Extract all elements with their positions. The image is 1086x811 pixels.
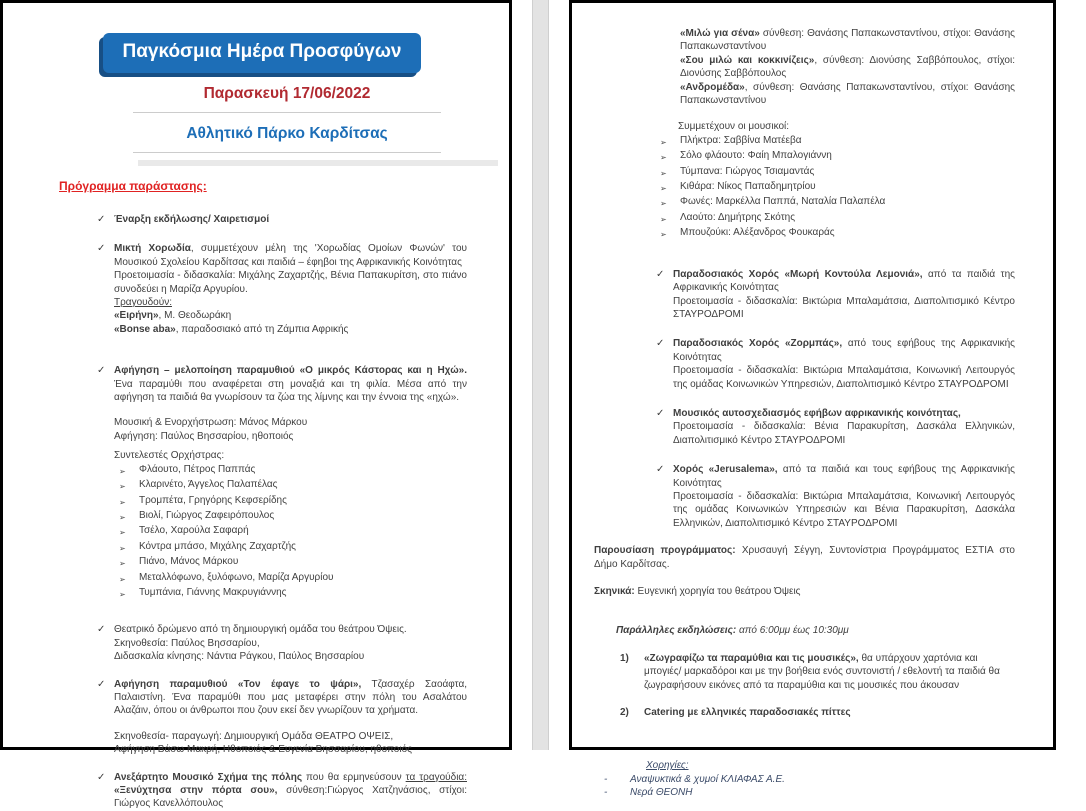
title-rows bbox=[133, 73, 441, 153]
arrow-icon: ➢ bbox=[119, 528, 126, 538]
arrow-icon: ➢ bbox=[660, 199, 667, 209]
movement-credit-line: Διδασκαλία κίνησης: Νάντια Ράγκου, Παύλος Βησσαρίου bbox=[114, 651, 365, 663]
dash-icon: - bbox=[604, 773, 608, 785]
dash-icon: - bbox=[604, 787, 608, 799]
spacer bbox=[59, 226, 467, 242]
musician: ➢ Πλήκτρα: Σαββίνα Ματέεβα bbox=[660, 134, 1015, 149]
event-title: Παγκόσμια Ημέρα Προσφύγων bbox=[122, 41, 402, 62]
spacer bbox=[59, 336, 467, 364]
musician: ➢ Τύμπανα: Γιώργος Τσιαμαντάς bbox=[660, 165, 1015, 180]
spacer bbox=[594, 321, 1015, 337]
spacer bbox=[594, 692, 1015, 706]
check-icon: ✓ bbox=[656, 464, 665, 476]
arrow-icon: ➢ bbox=[119, 589, 126, 599]
check-icon: ✓ bbox=[97, 214, 106, 225]
arrow-icon: ➢ bbox=[119, 559, 126, 569]
check-icon: ✓ bbox=[97, 365, 106, 377]
check-icon: ✓ bbox=[97, 678, 106, 690]
orchestra-member: ➢ Πιάνο, Μάνος Μάρκου bbox=[119, 555, 467, 570]
arrow-icon: ➢ bbox=[119, 543, 126, 553]
direction-credit-line: Σκηνοθεσία: Παύλος Βησσαρίου, bbox=[114, 637, 260, 649]
spacer bbox=[594, 530, 1015, 544]
check-icon: ✓ bbox=[656, 407, 665, 419]
sponsor-item: - Νερά ΘΕΟΝΗ bbox=[604, 787, 693, 799]
item-text: Θεατρικό δρώμενο από τη δημιουργική ομάδα του θεάτρου Όψεις. bbox=[114, 624, 407, 636]
orchestra-member: ➢ Κλαρινέτο, Άγγελος Παλαπέλας bbox=[119, 478, 467, 493]
program-items bbox=[59, 213, 467, 811]
item-text: Μουσικός αυτοσχεδιασμός εφήβων αφρικανικής κοινότητας, bbox=[673, 407, 961, 419]
numbered-item-catering bbox=[620, 706, 1015, 719]
check-icon: ✓ bbox=[97, 243, 106, 255]
scenery-line: Σκηνικά: Ευγενική χορηγία του θεάτρου Όψεις bbox=[594, 586, 801, 597]
song-line: «Ειρήνη», Μ. Θεοδωράκη bbox=[114, 310, 232, 322]
sponsor-item: - Αναψυκτικά & χυμοί ΚΛΙΑΦΑΣ Α.Ε. bbox=[604, 773, 785, 785]
preparation-line: Προετοιμασία - διδασκαλία: Βένια Παρακυρίτση, Δασκάλα Ελληνικών, Διαπολιτισμικό Κέντρο ΣΤΑΥΡΟΔΡΟΜΙ bbox=[673, 421, 1015, 446]
preparation-line: Προετοιμασία - διδασκαλία: Μιχάλης Ζαχαρτζής, Βένια Παπακυρίτση, στο πιάνο συνοδεύει η Μαρίζα Αργυρίου. bbox=[114, 270, 467, 295]
music-credit-line: Μουσική & Ενορχήστρωση: Μάνος Μάρκου bbox=[114, 417, 308, 429]
title-banner bbox=[103, 33, 421, 73]
item-text: Αφήγηση παραμυθιού «Τον έφαγε το ψάρι», Τζασαχέρ Σαοάφτα, Παλαιστίνη. Ένα παραμύθι που μας μεταφέρει στην πόλη του Ασαλάτου Αλαζάιν, όπου οι άνθρωποι που ζουν εκεί δεν γνωρίζουν τα χρήματα. bbox=[114, 678, 468, 717]
check-icon: ✓ bbox=[97, 771, 106, 783]
spacer bbox=[594, 719, 1015, 759]
check-icon: ✓ bbox=[97, 624, 106, 636]
item-text: Αφήγηση – μελοποίηση παραμυθιού «Ο μικρός Κάστορας και η Ηχώ». Ένα παραμύθι που αναφέρεται στη μοναξιά και τη φιλία. Μέσα από την αφήγηση τα παιδιά θα γνωρίσουν τα ζώα της λίμνης και την έννοια της «ηχώ». bbox=[114, 365, 467, 404]
spacer bbox=[114, 404, 467, 416]
arrow-icon: ➢ bbox=[119, 512, 126, 522]
page-divider-bar bbox=[532, 0, 549, 750]
item-text: Παραδοσιακός Χορός «Ζορμπάς», από τους εφήβους της Αφρικανικής Κοινότητας bbox=[673, 338, 1015, 363]
spacer bbox=[594, 598, 1015, 624]
preparation-line: Προετοιμασία - διδασκαλία: Βικτώρια Μπαλαμάτσια, Κοινωνική Λειτουργός της ομάδας Κοινωνικών Υπηρεσιών και Βένια Παρακυρίτση, Δασκάλα Ελληνικών, Διαπολιτισμικό Κέντρο ΣΤΑΥΡΟΔΡΟΜΙ bbox=[673, 490, 1015, 529]
musician: ➢ Λαούτο: Δημήτρης Σκότης bbox=[660, 211, 1015, 226]
arrow-icon: ➢ bbox=[119, 482, 126, 492]
spacer bbox=[594, 447, 1015, 463]
table-border-bar bbox=[138, 160, 498, 166]
sponsors-heading: Χορηγίες: bbox=[646, 760, 689, 772]
program-item-improvisation bbox=[594, 407, 1015, 447]
song-line: «Σου μιλώ και κοκκινίζεις», σύνθεση: Διονύσης Σαββόπουλος, στίχοι: Διονύσης Σαββόπουλος bbox=[680, 54, 1015, 80]
presentation-line: Παρουσίαση προγράμματος: Χρυσαυγή Σέγγη, Συντονίστρια Προγράμματος ΕΣΤΙΑ στο Δήμο Καρδίτσας. bbox=[594, 545, 1015, 570]
orchestra-list bbox=[114, 463, 467, 602]
program-item-dance-zorbas bbox=[594, 337, 1015, 391]
arrow-icon: ➢ bbox=[660, 137, 667, 147]
item-text: Μικτή Χορωδία, συμμετέχουν μέλη της 'Χορωδίας Ομοίων Φωνών' του Μουσικού Σχολείου Καρδίτσας και παιδιά – έφηβοι της Αφρικανικής Κοινότητας bbox=[114, 243, 467, 268]
page-2 bbox=[569, 0, 1056, 799]
program-item-opening bbox=[59, 213, 467, 226]
production-credit-line: Σκηνοθεσία- παραγωγή: Δημιουργική Ομάδα ΘΕΑΤΡΟ ΟΨΕΙΣ, bbox=[114, 730, 394, 742]
arrow-icon: ➢ bbox=[119, 497, 126, 507]
orchestra-member: ➢ Μεταλλόφωνο, ξυλόφωνο, Μαρίζα Αργυρίου bbox=[119, 571, 467, 586]
arrow-icon: ➢ bbox=[119, 466, 126, 476]
event-date: Παρασκευή 17/06/2022 bbox=[133, 73, 441, 113]
orchestra-member: ➢ Κόντρα μπάσο, Μιχάλης Ζαχαρτζής bbox=[119, 540, 467, 555]
arrow-icon: ➢ bbox=[660, 153, 667, 163]
item-text: «Ζωγραφίζω τα παραμύθια και τις μουσικές», θα υπάρχουν χαρτόνια και μπογιές/ μαρκαδόροι και με την βοήθεια ενός συντονιστή / εθελοντή τα παιδιά θα ζωγραφήσουν εικόνες από τα παραμύθια και τις μουσικές που άκουσαν bbox=[644, 652, 1000, 691]
program-item-music-band bbox=[59, 771, 467, 811]
item-number: 1) bbox=[620, 652, 629, 664]
musicians-list bbox=[594, 134, 1015, 242]
orchestra-member: ➢ Τυμπάνια, Γιάννης Μακρυγιάννης bbox=[119, 586, 467, 601]
item-text: Χορός «Jerusalema», από τα παιδιά και τους εφήβους της Αφρικανικής Κοινότητας bbox=[673, 464, 1016, 489]
arrow-icon: ➢ bbox=[660, 214, 667, 224]
program-item-dance-lemonia bbox=[594, 268, 1015, 322]
orchestra-member: ➢ Φλάουτο, Πέτρος Παππάς bbox=[119, 463, 467, 478]
orchestra-member: ➢ Βιολί, Γιώργος Ζαφειρόπουλος bbox=[119, 509, 467, 524]
check-icon: ✓ bbox=[656, 268, 665, 280]
program-item-tale-beaver bbox=[59, 364, 467, 601]
preparation-line: Προετοιμασία - διδασκαλία: Βικτώρια Μπαλαμάτσια, Κοινωνική Λειτουργός της ομάδας Κοινωνικών Υπηρεσιών, Διαπολιτισμικό Κέντρο ΣΤΑΥΡΟΔΡΟΜΙ bbox=[673, 365, 1015, 390]
song-line: «Ανδρομέδα», σύνθεση: Θανάσης Παπακωνσταντίνου, στίχοι: Θανάσης Παπακωνσταντίνου bbox=[680, 81, 1015, 107]
sponsors-section bbox=[594, 759, 1015, 799]
spacer bbox=[594, 391, 1015, 407]
singers-label: Τραγουδούν: bbox=[114, 297, 172, 309]
item-text: Παραδοσιακός Χορός «Μωρή Κοντούλα Λεμονιά», από τα παιδιά της Αφρικανικής Κοινότητας bbox=[673, 268, 1015, 294]
program-item-dance-jerusalema bbox=[594, 463, 1015, 530]
item-text: Catering με ελληνικές παραδοσιακές πίττες bbox=[644, 707, 851, 719]
arrow-icon: ➢ bbox=[119, 574, 126, 584]
arrow-icon: ➢ bbox=[660, 168, 667, 178]
musicians-label: Συμμετέχουν οι μουσικοί: bbox=[678, 121, 790, 133]
spacer bbox=[114, 718, 467, 730]
song-line: «Bonse aba», παραδοσιακό από τη Ζάμπια Αφρικής bbox=[114, 323, 349, 335]
page-1 bbox=[0, 0, 512, 810]
program-item-tale-fish bbox=[59, 678, 467, 757]
item-number: 2) bbox=[620, 707, 629, 719]
spacer bbox=[59, 664, 467, 678]
musician: ➢ Σόλο φλάουτο: Φαίη Μπαλογιάννη bbox=[660, 149, 1015, 164]
narration-credit-line: Αφήγηση: Παύλος Βησσαρίου, ηθοποιός bbox=[114, 430, 294, 442]
orchestra-label: Συντελεστές Ορχήστρας: bbox=[114, 450, 225, 462]
spacer bbox=[594, 571, 1015, 585]
musician: ➢ Φωνές: Μαρκέλλα Παππά, Ναταλία Παλαπέλα bbox=[660, 195, 1015, 210]
spacer bbox=[594, 638, 1015, 652]
program-item-theatre bbox=[59, 623, 467, 663]
musician: ➢ Κιθάρα: Νίκος Παπαδημητρίου bbox=[660, 180, 1015, 195]
spacer bbox=[59, 601, 467, 623]
arrow-icon: ➢ bbox=[660, 184, 667, 194]
orchestra-member: ➢ Τρομπέτα, Γρηγόρης Κεφσερίδης bbox=[119, 494, 467, 509]
spacer bbox=[59, 757, 467, 771]
musician: ➢ Μπουζούκι: Αλέξανδρος Φουκαράς bbox=[660, 226, 1015, 241]
program-item-choir bbox=[59, 242, 467, 336]
page-divider bbox=[512, 0, 569, 750]
program-heading: Πρόγραμμα παράστασης: bbox=[59, 179, 207, 193]
orchestra-member: ➢ Τσέλο, Χαρούλα Σαφαρή bbox=[119, 524, 467, 539]
preparation-line: Προετοιμασία - διδασκαλία: Βικτώρια Μπαλαμάτσια, Διαπολιτισμικό Κέντρο ΣΤΑΥΡΟΔΡΟΜΙ bbox=[673, 295, 1015, 320]
check-icon: ✓ bbox=[656, 338, 665, 350]
narration-credit-line: Αφήγηση Βάσω Μακρή, Ηθοποιός & Ευγενία Βησσαρίου, ηθοποιός bbox=[114, 744, 412, 756]
event-venue: Αθλητικό Πάρκο Καρδίτσας bbox=[133, 113, 441, 153]
spacer bbox=[594, 242, 1015, 268]
arrow-icon: ➢ bbox=[660, 230, 667, 240]
numbered-item-painting bbox=[620, 652, 1015, 692]
parallel-events-line: Παράλληλες εκδηλώσεις: από 6:00μμ έως 10:30μμ bbox=[616, 625, 849, 637]
songs-list bbox=[680, 27, 1015, 107]
song-line: «Μιλώ για σένα» σύνθεση: Θανάσης Παπακωνσταντίνου, στίχοι: Θανάσης Παπακωνσταντίνου bbox=[680, 28, 1015, 53]
item-text: Έναρξη εκδήλωσης/ Χαιρετισμοί bbox=[114, 214, 270, 225]
item-text: Ανεξάρτητο Μουσικό Σχήμα της πόλης που θα ερμηνεύσουν τα τραγούδια: «Ξενύχτησα στην πόρτα σου», σύνθεση:Γιώργος Χατζηνάσιος, στίχοι: Γιώργος Κανελλόπουλος bbox=[114, 771, 467, 810]
